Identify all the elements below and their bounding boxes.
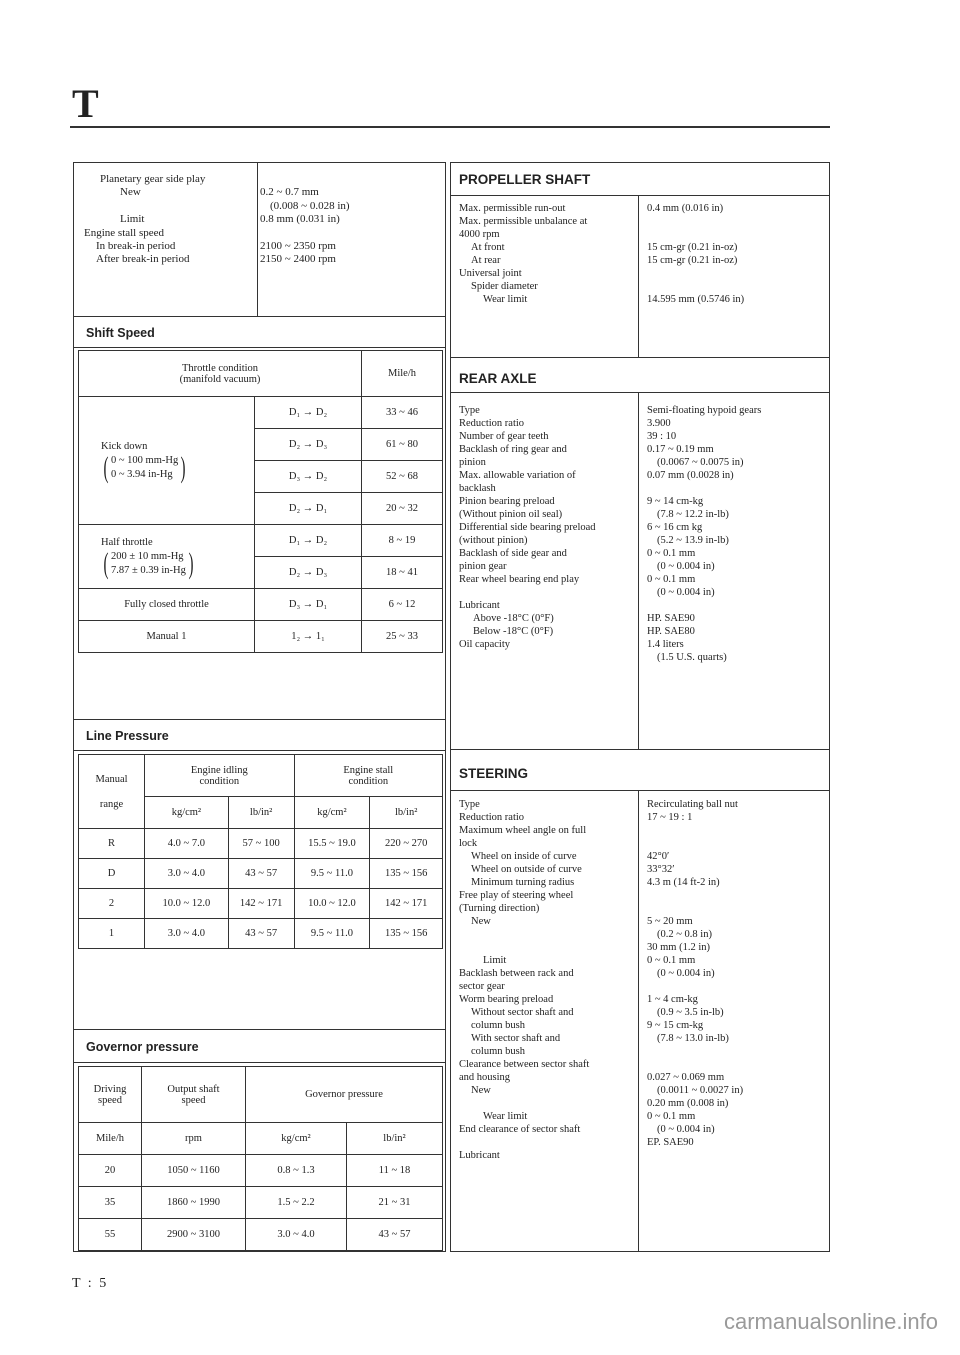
shift-col-mileh: Mile/h [362, 351, 443, 397]
kickdown-sub2: 0 ~ 3.94 in-Hg [111, 468, 173, 480]
speed-cell: 25 ~ 33 [362, 621, 443, 653]
ra-line: Below -18°C (0°F) [473, 626, 554, 637]
ra-line: (Without pinion oil seal) [459, 509, 563, 520]
st-value: 0 ~ 0.1 mm [647, 1111, 696, 1122]
steering-box [450, 790, 830, 1252]
st-line: Type [459, 799, 480, 810]
speed-cell: 20 ~ 32 [362, 493, 443, 525]
ra-line: Number of gear teeth [459, 431, 549, 442]
ra-line: Pinion bearing preload [459, 496, 555, 507]
st-value: Recirculating ball nut [647, 799, 738, 810]
planetary-value: 0.8 mm (0.031 in) [260, 213, 340, 226]
ra-value: 3.900 [647, 418, 671, 429]
ra-value: (0 ~ 0.004 in) [657, 587, 715, 598]
lp-cell: 135 ~ 156 [370, 919, 443, 949]
paren-left-icon: ( [103, 546, 109, 580]
st-value: 0.027 ~ 0.069 mm [647, 1072, 725, 1083]
steering-title: STEERING [459, 766, 529, 781]
lp-cell: 9.5 ~ 11.0 [294, 859, 370, 889]
lp-cell: 4.0 ~ 7.0 [145, 829, 229, 859]
st-line: Backlash between rack and [459, 968, 574, 979]
rear-axle-title-box [450, 357, 830, 393]
ra-value: 0 ~ 0.1 mm [647, 548, 696, 559]
ra-line: Lubricant [459, 600, 500, 611]
st-line: lock [459, 838, 478, 849]
lp-cell: 10.0 ~ 12.0 [145, 889, 229, 919]
ra-line: Reduction ratio [459, 418, 525, 429]
st-line: Minimum turning radius [471, 877, 575, 888]
shift-cell: D₂ → D₁ [255, 493, 362, 525]
lp-cell: 3.0 ~ 4.0 [145, 859, 229, 889]
ra-value: 9 ~ 14 cm-kg [647, 496, 704, 507]
rear-axle-title: REAR AXLE [459, 371, 537, 386]
st-value: 42°0′ [647, 851, 670, 862]
lp-cell: 220 ~ 270 [370, 829, 443, 859]
ra-value: 6 ~ 16 cm kg [647, 522, 703, 533]
ra-value: (5.2 ~ 13.9 in-lb) [657, 535, 729, 546]
st-line: Clearance between sector shaft [459, 1059, 590, 1070]
st-line [459, 928, 639, 941]
ra-line: Above -18°C (0°F) [473, 613, 554, 624]
lp-cell: 3.0 ~ 4.0 [145, 919, 229, 949]
ra-line: pinion gear [459, 561, 507, 572]
shift-cell: D₂ → D₃ [255, 429, 362, 461]
line-pressure-frame [73, 750, 446, 1030]
prop-value [647, 215, 827, 228]
st-value: (0 ~ 0.004 in) [657, 968, 715, 979]
gov-unit: lb/in² [347, 1123, 443, 1155]
gov-cell: 20 [79, 1155, 142, 1187]
prop-value [647, 267, 827, 280]
shift-cell: D₁ → D₂ [255, 525, 362, 557]
lp-cell: 142 ~ 171 [370, 889, 443, 919]
st-line: End clearance of sector shaft [459, 1124, 581, 1135]
st-value [647, 1045, 829, 1058]
gov-cell: 0.8 ~ 1.3 [246, 1155, 347, 1187]
gov-cell: 1860 ~ 1990 [142, 1187, 246, 1219]
st-line: Maximum wheel angle on full [459, 825, 587, 836]
gov-cell: 35 [79, 1187, 142, 1219]
planetary-line: After break-in period [96, 253, 190, 266]
kickdown-sub1: 0 ~ 100 mm-Hg [111, 454, 179, 466]
planetary-line [84, 200, 254, 213]
watermark-text: carmanualsonline.info [723, 1309, 938, 1334]
planetary-value: 2150 ~ 2400 rpm [260, 253, 336, 266]
st-line: With sector shaft and [471, 1033, 561, 1044]
planetary-line: Engine stall speed [84, 226, 165, 239]
lp-cell: 135 ~ 156 [370, 859, 443, 889]
st-value: (0 ~ 0.004 in) [657, 1124, 715, 1135]
lp-cell: 142 ~ 171 [228, 889, 294, 919]
ra-value: 0 ~ 0.1 mm [647, 574, 696, 585]
shift-speed-title: Shift Speed [86, 326, 155, 340]
st-line: sector gear [459, 981, 505, 992]
lp-stall-label: Engine stall condition [343, 764, 394, 787]
fully-closed-cell: Fully closed throttle [79, 589, 255, 621]
prop-value [647, 280, 827, 293]
st-value [647, 980, 829, 993]
shift-col-throttle-label: Throttle condition (manifold vacuum) [179, 362, 261, 385]
planetary-right [260, 173, 440, 267]
section-letter: T [72, 81, 99, 126]
gov-unit: rpm [142, 1123, 246, 1155]
ra-line: Rear wheel bearing end play [459, 574, 580, 585]
kickdown-label: Kick down [101, 440, 148, 452]
lp-cell: 2 [79, 889, 145, 919]
planetary-left [84, 173, 254, 267]
st-value: (7.8 ~ 13.0 in-lb) [657, 1033, 729, 1044]
ra-line: Oil capacity [459, 639, 511, 650]
prop-value: 15 cm-gr (0.21 in-oz) [647, 255, 738, 266]
speed-cell: 6 ~ 12 [362, 589, 443, 621]
st-line: Wheel on inside of curve [471, 851, 577, 862]
ra-value: 0.17 ~ 0.19 mm [647, 444, 714, 455]
st-value: EP. SAE90 [647, 1137, 694, 1148]
planetary-value [260, 173, 440, 186]
st-line: (Turning direction) [459, 903, 540, 914]
shift-cell: 1₂ → 1₁ [255, 621, 362, 653]
planetary-value [260, 227, 440, 240]
st-value: 0 ~ 0.1 mm [647, 955, 696, 966]
st-line: Limit [483, 955, 507, 966]
shift-cell: D₃ → D₂ [255, 461, 362, 493]
governor-title: Governor pressure [86, 1040, 199, 1054]
st-value [647, 837, 829, 850]
prop-line: Max. permissible run-out [459, 203, 566, 214]
steering-left [459, 798, 639, 1162]
ra-value [647, 599, 829, 612]
prop-line: 4000 rpm [459, 229, 500, 240]
lp-cell: 43 ~ 57 [228, 919, 294, 949]
prop-value: 0.4 mm (0.016 in) [647, 203, 724, 214]
planetary-line: Planetary gear side play [100, 173, 206, 185]
lp-cell: 9.5 ~ 11.0 [294, 919, 370, 949]
rear-axle-left [459, 404, 649, 651]
gov-cell: 21 ~ 31 [347, 1187, 443, 1219]
line-pressure-title-box [73, 719, 446, 751]
planetary-value: 0.2 ~ 0.7 mm [260, 186, 319, 199]
lp-cell: R [79, 829, 145, 859]
st-value: 0.20 mm (0.008 in) [647, 1098, 729, 1109]
speed-cell: 33 ~ 46 [362, 397, 443, 429]
lp-cell: D [79, 859, 145, 889]
page-number: T : 5 [72, 1276, 109, 1291]
shift-speed-frame [73, 347, 446, 720]
st-line: and housing [459, 1072, 511, 1083]
gov-cell: 3.0 ~ 4.0 [246, 1219, 347, 1251]
st-value: (0.2 ~ 0.8 in) [657, 929, 712, 940]
half-label: Half throttle [101, 536, 153, 548]
propeller-right [647, 202, 827, 306]
st-line: New [471, 1085, 491, 1096]
header-rule [70, 126, 830, 128]
ra-value: Semi-floating hypoid gears [647, 405, 762, 416]
planetary-box [73, 162, 446, 317]
steering-right [647, 798, 829, 1149]
ra-line: Max. allowable variation of [459, 470, 576, 481]
lp-cell: 15.5 ~ 19.0 [294, 829, 370, 859]
ra-value: 1.4 liters [647, 639, 684, 650]
gov-unit: Mile/h [79, 1123, 142, 1155]
st-line: column bush [471, 1046, 525, 1057]
planetary-value: (0.008 ~ 0.028 in) [270, 199, 350, 212]
propeller-title-box [450, 162, 830, 196]
lp-cell: 1 [79, 919, 145, 949]
lp-cell: 10.0 ~ 12.0 [294, 889, 370, 919]
rear-axle-box [450, 392, 830, 750]
ra-line: (without pinion) [459, 535, 528, 546]
lp-unit: kg/cm² [145, 797, 229, 829]
prop-value: 15 cm-gr (0.21 in-oz) [647, 242, 738, 253]
prop-line: At rear [471, 255, 501, 266]
gov-output-label: Output shaft speed [167, 1083, 220, 1106]
ra-line: Backlash of side gear and [459, 548, 567, 559]
st-value: 9 ~ 15 cm-kg [647, 1020, 704, 1031]
prop-line: Universal joint [459, 268, 522, 279]
ra-line: backlash [459, 483, 496, 494]
planetary-line: In break-in period [96, 240, 176, 253]
speed-cell: 18 ~ 41 [362, 557, 443, 589]
gov-pressure-header: Governor pressure [246, 1067, 443, 1123]
st-value [647, 902, 829, 915]
ra-value: HP. SAE80 [647, 626, 695, 637]
ra-line: pinion [459, 457, 486, 468]
gov-cell: 2900 ~ 3100 [142, 1219, 246, 1251]
speed-cell: 52 ~ 68 [362, 461, 443, 493]
gov-driving-label: Driving speed [93, 1083, 127, 1106]
shift-cell: D₁ → D₂ [255, 397, 362, 429]
rear-axle-right [647, 404, 829, 664]
lp-unit: lb/in² [370, 797, 443, 829]
half-sub2: 7.87 ± 0.39 in-Hg [111, 564, 186, 576]
ra-value: (0 ~ 0.004 in) [657, 561, 715, 572]
lp-idle-label: Engine idling condition [190, 764, 248, 787]
st-value [647, 889, 829, 902]
st-line: Lubricant [459, 1150, 500, 1161]
speed-cell: 8 ~ 19 [362, 525, 443, 557]
st-line: column bush [471, 1020, 525, 1031]
governor-frame [73, 1062, 446, 1252]
manual-cell: Manual 1 [79, 621, 255, 653]
ra-line: Backlash of ring gear and [459, 444, 567, 455]
ra-line [459, 586, 649, 599]
prop-line: Spider diameter [471, 281, 538, 292]
shift-speed-title-box [73, 316, 446, 348]
paren-left-icon: ( [103, 450, 109, 484]
lp-cell: 57 ~ 100 [228, 829, 294, 859]
line-pressure-title: Line Pressure [86, 729, 169, 743]
ra-value: 39 : 10 [647, 431, 677, 442]
ra-value [647, 482, 829, 495]
gov-cell: 43 ~ 57 [347, 1219, 443, 1251]
planetary-line: New [120, 186, 141, 199]
shift-cell: D₃ → D₁ [255, 589, 362, 621]
propeller-left [459, 202, 637, 306]
st-line: Without sector shaft and [471, 1007, 574, 1018]
st-value [647, 1058, 829, 1071]
ra-value: (1.5 U.S. quarts) [657, 652, 727, 663]
st-value [647, 824, 829, 837]
st-value: 5 ~ 20 mm [647, 916, 693, 927]
st-line [459, 941, 639, 954]
ra-value: 0.07 mm (0.0028 in) [647, 470, 734, 481]
ra-line: Type [459, 405, 480, 416]
st-line: Free play of steering wheel [459, 890, 574, 901]
st-value: 4.3 m (14 ft-2 in) [647, 877, 720, 888]
propeller-box [450, 195, 830, 358]
gov-cell: 11 ~ 18 [347, 1155, 443, 1187]
gov-unit: kg/cm² [246, 1123, 347, 1155]
lp-unit: lb/in² [228, 797, 294, 829]
ra-line: Differential side bearing preload [459, 522, 596, 533]
st-value: (0.9 ~ 3.5 in-lb) [657, 1007, 724, 1018]
shift-cell: D₂ → D₃ [255, 557, 362, 589]
planetary-line: Limit [120, 213, 145, 226]
st-line: Worm bearing preload [459, 994, 554, 1005]
st-value: 33°32′ [647, 864, 675, 875]
st-value: 1 ~ 4 cm-kg [647, 994, 698, 1005]
ra-value: (0.0067 ~ 0.0075 in) [657, 457, 744, 468]
st-value: 17 ~ 19 : 1 [647, 812, 693, 823]
gov-cell: 55 [79, 1219, 142, 1251]
planetary-value: 2100 ~ 2350 rpm [260, 240, 336, 252]
st-value: 30 mm (1.2 in) [647, 942, 710, 953]
st-line [459, 1097, 639, 1110]
governor-title-box [73, 1029, 446, 1063]
st-line: Wear limit [483, 1111, 528, 1122]
st-line: New [471, 916, 491, 927]
gov-cell: 1.5 ~ 2.2 [246, 1187, 347, 1219]
prop-value: 14.595 mm (0.5746 in) [647, 294, 745, 305]
lp-range-label: range [99, 798, 124, 810]
speed-cell: 61 ~ 80 [362, 429, 443, 461]
propeller-title: PROPELLER SHAFT [459, 172, 591, 187]
st-line: Reduction ratio [459, 812, 525, 823]
st-line: Wheel on outside of curve [471, 864, 582, 875]
prop-value [647, 228, 827, 241]
ra-value: (7.8 ~ 12.2 in-lb) [657, 509, 729, 520]
prop-line: Max. permissible unbalance at [459, 216, 588, 227]
lp-unit: kg/cm² [294, 797, 370, 829]
steering-title-box [450, 749, 830, 791]
lp-manual-label: Manual [95, 773, 128, 785]
prop-line: At front [471, 242, 505, 253]
paren-right-icon: ) [180, 450, 186, 484]
st-line [459, 1136, 639, 1149]
prop-line: Wear limit [483, 294, 528, 305]
half-sub1: 200 ± 10 mm-Hg [111, 550, 184, 562]
gov-cell: 1050 ~ 1160 [142, 1155, 246, 1187]
ra-value: HP. SAE90 [647, 613, 695, 624]
paren-right-icon: ) [188, 546, 194, 580]
st-value: (0.0011 ~ 0.0027 in) [657, 1085, 744, 1096]
lp-cell: 43 ~ 57 [228, 859, 294, 889]
